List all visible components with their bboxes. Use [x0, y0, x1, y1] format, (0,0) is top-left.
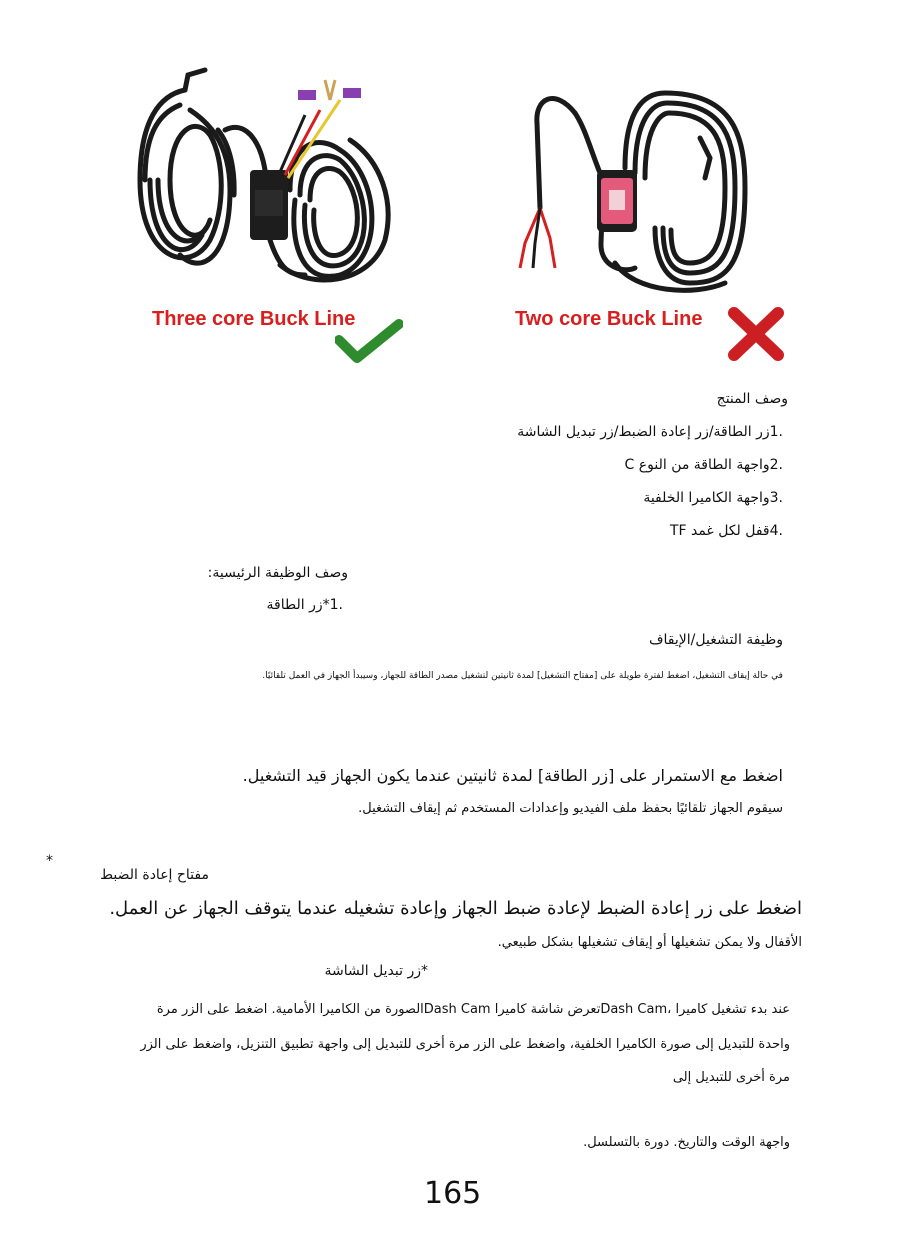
reset-large-text: اضغط على زر إعادة الضبط لإعادة ضبط الجهاز وإعادة تشغيله عندما يتوقف الجهاز عن العمل.	[109, 898, 802, 919]
on-off-large-text: اضغط مع الاستمرار على [زر الطاقة] لمدة ثانيتين عندما يكون الجهاز قيد التشغيل.	[242, 766, 783, 785]
screen-switch-para-line-1: عند بدء تشغيل كاميرا ،Dash Camتعرض شاشة كاميرا Dash Camالصورة من الكاميرا الأمامية. اضغط على الزر مرة	[156, 1002, 790, 1017]
on-off-note: سيقوم الجهاز تلقائيًا بحفظ ملف الفيديو وإعدادات المستخدم ثم إيقاف التشغيل.	[358, 801, 783, 816]
on-off-heading: وظيفة التشغيل/الإيقاف	[649, 632, 783, 648]
screen-switch-para-line-3: مرة أخرى للتبديل إلى	[672, 1070, 790, 1085]
page-number: 165	[424, 1176, 482, 1211]
three-core-cable-image	[130, 60, 420, 310]
reset-heading: مفتاح إعادة الضبط	[100, 867, 209, 883]
product-description-heading: وصف المنتج	[716, 391, 788, 407]
two-core-cable-image	[505, 68, 765, 298]
two-core-caption: Two core Buck Line	[515, 308, 703, 330]
screen-switch-para-line-2: واحدة للتبديل إلى صورة الكاميرا الخلفية، واضغط على الزر مرة أخرى للتبديل إلى واجهة تطبيق التنزيل، واضغط على الزر	[140, 1037, 790, 1052]
check-icon	[335, 318, 403, 363]
product-item-4: .4قفل لكل غمد TF	[669, 523, 783, 539]
on-off-small-text: في حالة إيقاف التشغيل، اضغط لفترة طويلة على [مفتاح التشغيل] لمدة ثانيتين لتشغيل مصدر الطاقة للجهاز، وسيبدأ الجهاز في العمل تلقائيًا.	[262, 671, 783, 681]
screen-switch-heading: *زر تبديل الشاشة	[324, 963, 428, 979]
product-item-3: .3واجهة الكاميرا الخلفية	[643, 490, 783, 506]
product-item-2: .2واجهة الطاقة من النوع C	[624, 457, 783, 473]
main-function-item-1: .1*زر الطاقة	[266, 597, 343, 613]
screen-switch-last-line: واجهة الوقت والتاريخ. دورة بالتسلسل.	[583, 1135, 790, 1150]
reset-note: الأقفال ولا يمكن تشغيلها أو إيقاف تشغيلها بشكل طبيعي.	[497, 935, 802, 950]
cross-icon	[726, 305, 786, 363]
three-core-caption: Three core Buck Line	[152, 308, 356, 330]
main-function-heading: وصف الوظيفة الرئيسية:	[207, 565, 348, 581]
reset-asterisk: *	[46, 853, 53, 869]
product-item-1: .1زر الطاقة/زر إعادة الضبط/زر تبديل الشاشة	[517, 424, 783, 440]
